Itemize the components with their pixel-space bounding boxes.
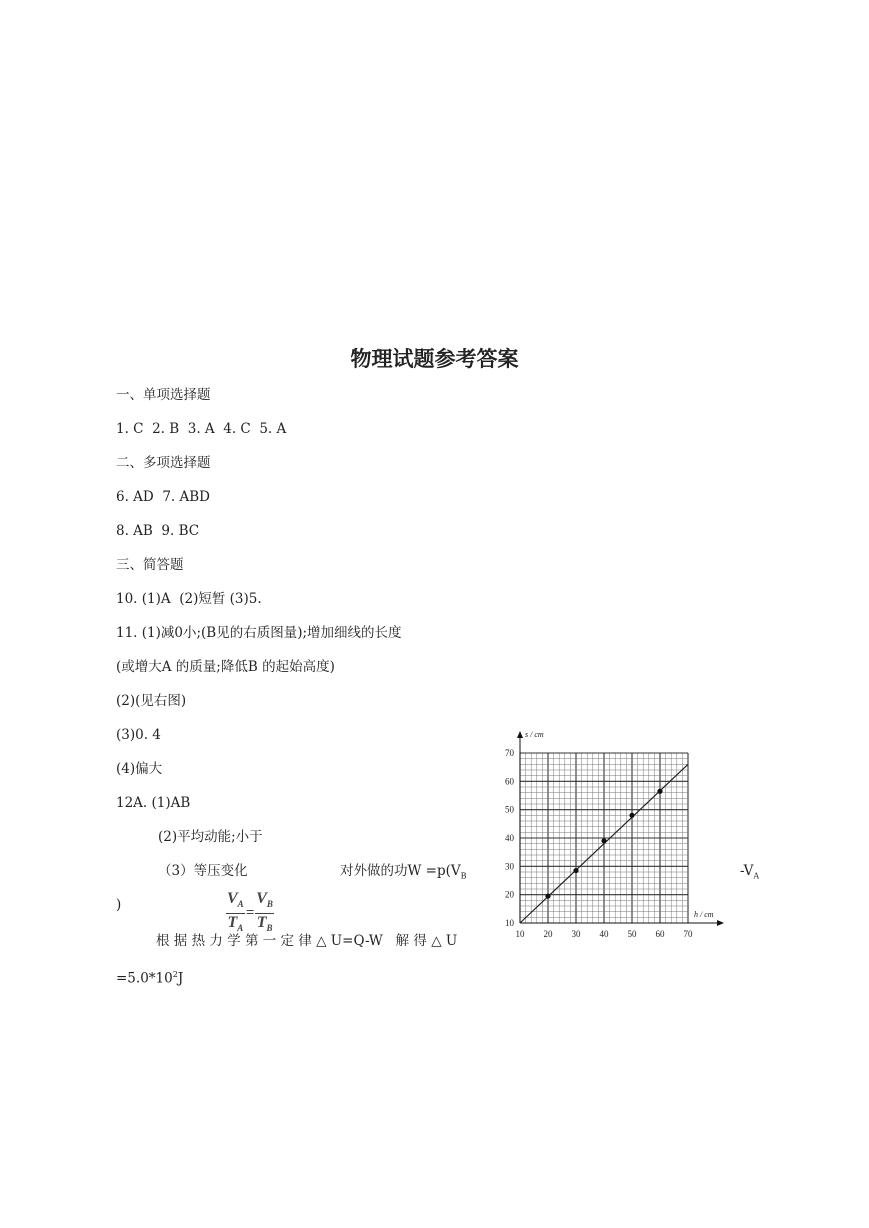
answer-11-line-1: 11. (1)减0小;(B见的右质图量);增加细线的长度 [116,625,402,641]
data-point [545,893,550,898]
result-value: =5.0*10 [116,970,173,987]
x-axis-label: h / cm [694,910,714,919]
y-tick-label: 70 [505,748,514,758]
y-tick-label: 30 [505,861,514,872]
y-axis-arrow [517,731,523,738]
section-1-heading: 一、单项选择题 [116,387,211,403]
section-2-answers-2: 8. AB 9. BC [116,523,200,539]
section-2-heading: 二、多项选择题 [116,455,211,471]
y-tick-label: 20 [505,889,514,900]
answer-12-line-1: 12A. (1)AB [116,795,191,811]
s-h-chart [492,726,732,946]
x-tick-label: 10 [515,929,525,939]
answer-12-line-5: 根 据 热 力 学 第 一 定 律 △ U=Q-W 解 得 △ U [156,933,458,949]
answer-12-line-4: ) [116,897,122,913]
answer-12-line-3c [740,862,759,886]
answer-12-line-6 [116,966,183,988]
result-exponent: 2 [172,970,178,979]
section-2-answers-1: 6. AD 7. ABD [116,489,210,505]
formula-tb: T [256,914,267,932]
va-text: -V [740,863,754,879]
x-tick-label: 50 [627,929,637,939]
answer-10: 10. (1)A (2)短暂 (3)5. [116,591,262,607]
answer-12-line-3b [340,862,467,886]
data-point [629,813,634,818]
section-3-heading: 三、简答题 [116,557,184,573]
answer-11-line-2: (或增大A 的质量;降低B 的起始高度) [116,659,335,675]
formula-ta: T [227,914,238,932]
y-tick-label: 60 [505,776,514,787]
x-tick-label: 60 [655,929,665,939]
formula-va: V [227,890,238,907]
result-unit: J [177,970,184,987]
y-tick-label: 40 [505,833,514,843]
y-tick-label: 50 [505,804,514,815]
y-axis-label: s / cm [525,730,544,739]
formula-right-fraction [255,890,274,937]
x-tick-label: 20 [543,929,553,939]
answer-12-line-2: (2)平均动能;小于 [158,829,263,845]
answer-11-line-4: (3)0. 4 [116,727,161,743]
formula-tb-sub: B [266,923,273,934]
x-tick-label: 40 [599,929,609,939]
page-title: 物理试题参考答案 [350,347,519,371]
work-text: 对外做的功W =p(V [340,863,461,879]
x-tick-label: 70 [683,929,693,939]
answer-11-line-3: (2)(见右图) [116,693,187,709]
work-sub: B [460,871,467,881]
formula-ta-sub: A [237,923,244,934]
data-point [601,838,606,843]
x-tick-label: 30 [571,929,581,939]
formula-vb-sub: B [266,899,273,910]
formula-vb: V [256,890,267,907]
data-point [657,789,662,794]
answer-12-line-3a: （3）等压变化 [158,863,248,879]
section-1-answers: 1. C 2. B 3. A 4. C 5. A [116,421,287,437]
formula-left-fraction [226,890,245,937]
formula-va-sub: A [237,899,244,910]
formula-equals: = [245,905,255,922]
x-axis-arrow [717,920,724,926]
gas-law-formula [226,890,274,937]
y-tick-label: 10 [505,918,514,928]
va-sub: A [753,871,760,881]
answer-11-line-5: (4)偏大 [116,761,163,777]
data-point [573,868,578,873]
